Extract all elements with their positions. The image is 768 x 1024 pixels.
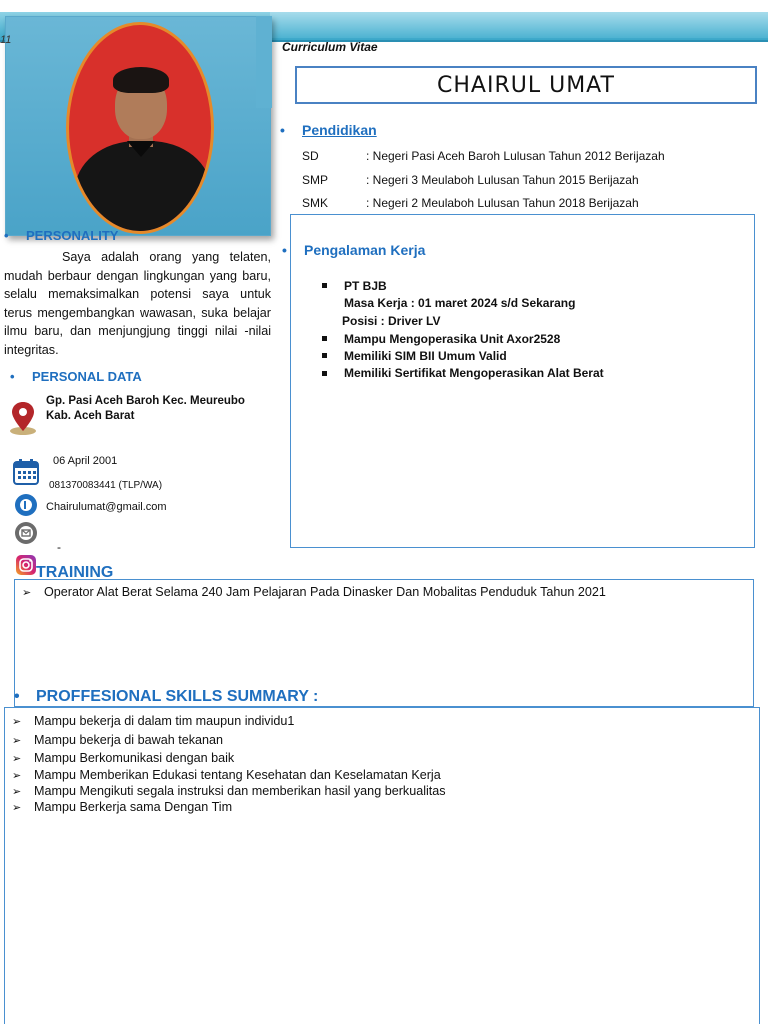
arrow-bullet-icon: ➢ [12,786,22,798]
skills-title: PROFFESIONAL SKILLS SUMMARY : [36,688,319,705]
work-item: Mampu Mengoperasika Unit Axor2528 [344,332,561,346]
skill-item-text: Mampu Berkomunikasi dengan baik [34,751,235,765]
square-bullet-icon [322,371,327,376]
skill-item [12,768,441,782]
bullet-icon: • [4,228,9,243]
skill-item [12,733,223,747]
skills-heading [14,688,318,706]
arrow-bullet-icon: ➢ [12,802,22,814]
skill-item-text: Mampu Memberikan Edukasi tentang Kesehatan dan Keselamatan Kerja [34,768,441,782]
skill-item [12,800,232,814]
education-row [302,196,639,210]
phone-icon [14,493,38,517]
skill-item [12,784,446,798]
cv-label: Curriculum Vitae [282,40,378,54]
education-level: SD [302,149,319,163]
work-company: PT BJB [344,279,387,293]
education-level: SMP [302,173,329,187]
education-detail: : Negeri 2 Meulaboh Lulusan Tahun 2018 Berijazah [366,196,639,210]
education-heading [280,122,377,138]
work-period: Masa Kerja : 01 maret 2024 s/d Sekarang [344,296,576,310]
personality-text: Saya adalah orang yang telaten, mudah berbaur dengan lingkungan yang baru, selalu memaksimalkan potensi saya untuk terus mengembangkan wawasan, suka belajar ilmu baru, dan menjungjung tinggi nilai -nilai integritas. [4,250,271,357]
bullet-icon: • [280,122,285,138]
training-heading: TRAINING [36,564,114,581]
address-line: Kab. Aceh Barat [46,410,135,422]
work-section-box [290,214,755,548]
photo-hair [113,67,169,93]
arrow-bullet-icon: ➢ [12,770,22,782]
bullet-icon: • [10,369,15,384]
address [46,394,245,424]
work-item: Memiliki SIM BII Umum Valid [344,349,507,363]
photo-frame-tab [256,16,272,108]
instagram-handle: - [57,540,61,554]
personal-data-title: PERSONAL DATA [32,369,142,384]
work-heading [282,242,425,258]
page-number: 11 [0,34,12,46]
work-position: Posisi : Driver LV [342,314,441,328]
arrow-bullet-icon: ➢ [22,587,32,599]
skill-item-text: Mampu Mengikuti segala instruksi dan memberikan hasil yang berkualitas [34,784,446,798]
work-item: Memiliki Sertifikat Mengoperasikan Alat Berat [344,366,604,380]
education-detail: : Negeri Pasi Aceh Baroh Lulusan Tahun 2012 Berijazah [366,149,665,163]
education-level: SMK [302,196,329,210]
training-item-text: Operator Alat Berat Selama 240 Jam Pelajaran Pada Dinasker Dan Mobalitas Penduduk Tahun 2021 [44,585,606,599]
square-bullet-icon [322,353,327,358]
arrow-bullet-icon: ➢ [12,716,22,728]
birth-date: 06 April 2001 [53,455,118,467]
email-icon [14,521,38,545]
skill-item-text: Mampu bekerja di bawah tekanan [34,733,224,747]
personal-data-heading [10,369,142,384]
arrow-bullet-icon: ➢ [12,753,22,765]
instagram-icon [16,555,36,575]
email-address: Chairulumat@gmail.com [46,501,167,513]
training-item [22,585,606,599]
header-band-right [270,12,768,38]
education-detail: : Negeri 3 Meulaboh Lulusan Tahun 2015 Berijazah [366,173,639,187]
address-line: Gp. Pasi Aceh Baroh Kec. Meureubo [46,395,245,407]
location-pin-icon [8,400,38,436]
skill-item [12,714,294,728]
bullet-icon: • [14,688,20,705]
arrow-bullet-icon: ➢ [12,735,22,747]
personality-title: PERSONALITY [26,228,119,243]
education-row [302,173,639,187]
personality-heading [4,228,118,243]
skill-item-text: Mampu Berkerja sama Dengan Tim [34,800,233,814]
education-title: Pendidikan [302,122,377,138]
skill-item-text: Mampu bekerja di dalam tim maupun individu1 [34,714,295,728]
square-bullet-icon [322,336,327,341]
photo-body [75,141,211,234]
name-text: CHAIRUL UMAT [437,72,615,98]
work-title: Pengalaman Kerja [304,242,426,258]
calendar-icon [12,458,40,486]
bullet-icon: • [282,242,287,258]
profile-photo [66,22,214,234]
square-bullet-icon [322,283,327,288]
name-title [295,66,757,104]
phone-number: 081370083441 (TLP/WA) [49,480,163,491]
skill-item [12,751,234,765]
education-row [302,149,665,163]
